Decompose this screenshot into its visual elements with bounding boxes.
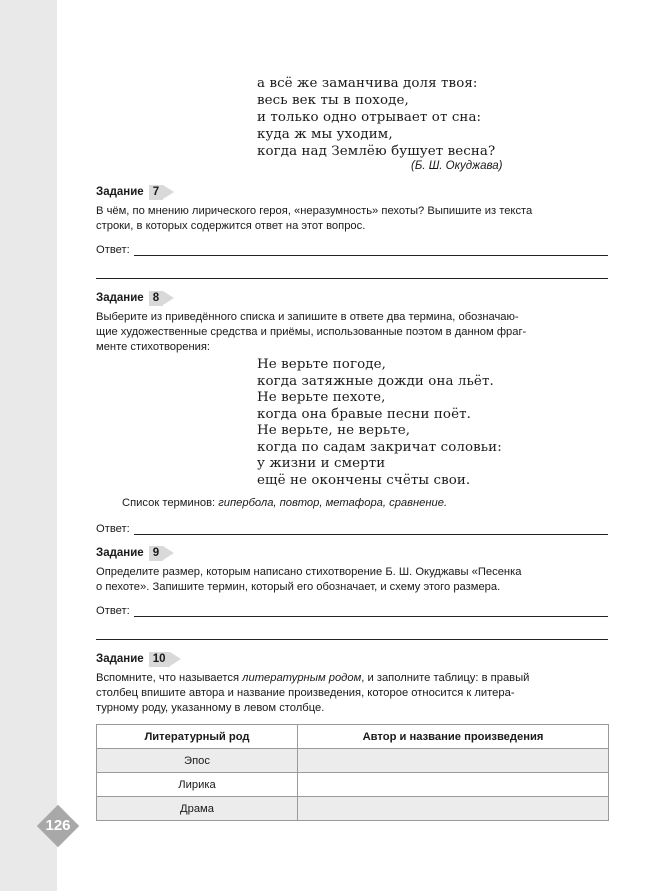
poem-line: когда затяжные дожди она льёт.: [257, 373, 494, 389]
column-header: Литературный род: [97, 725, 298, 749]
poem-fragment-2: [257, 357, 502, 489]
answer-label: Ответ:: [96, 244, 130, 256]
poem-line: когда над Землёю бушует весна?: [257, 144, 496, 159]
task-number: 7: [149, 185, 163, 200]
page-margin: [0, 0, 57, 891]
poem-line: ещё не окончены счёты свои.: [257, 472, 471, 488]
poem-line: Не верьте, не верьте,: [257, 423, 411, 438]
task-number: 9: [149, 546, 163, 561]
task-label: Задание: [96, 547, 144, 559]
text-line: В чём, по мнению лирического героя, «неразумность» пехоты? Выпишите из текста: [96, 205, 533, 217]
answer-cell[interactable]: [298, 797, 609, 821]
text-line: Выберите из приведённого списка и запишите в ответе два термина, обозначаю-: [96, 311, 519, 323]
task-8-text: [96, 310, 608, 355]
task-label: Задание: [96, 186, 144, 198]
poem-line: когда по садам закричат соловьи:: [257, 439, 502, 455]
answer-label: Ответ:: [96, 523, 130, 535]
task-number-badge: [149, 652, 181, 667]
task-number-badge: [149, 291, 174, 306]
answer-line-extra[interactable]: [96, 278, 608, 279]
answer-cell[interactable]: [298, 749, 609, 773]
task-number: 8: [149, 291, 163, 306]
answer-cell[interactable]: [298, 773, 609, 797]
text-line: щие художественные средства и приёмы, использованные поэтом в данном фраг-: [96, 326, 527, 338]
poem-line: у жизни и смерти: [257, 456, 386, 471]
poem-line: и только одно отрывает от сна:: [257, 110, 482, 125]
poem-line: куда ж мы уходим,: [257, 127, 393, 142]
literary-genre-table: [96, 724, 609, 821]
task-9-header: [96, 545, 174, 561]
text-line: турному роду, указанному в левом столбце.: [96, 702, 325, 714]
poem-fragment-1: [257, 75, 495, 160]
terms-label: Список терминов:: [122, 497, 216, 509]
poem-line: когда она бравые песни поёт.: [257, 406, 471, 422]
terms-values: гипербола, повтор, метафора, сравнение.: [218, 497, 448, 509]
page-number: 126: [45, 817, 71, 834]
task-label: Задание: [96, 653, 144, 665]
task-number: 10: [149, 652, 170, 667]
task-8-answer[interactable]: [96, 520, 608, 535]
answer-line[interactable]: [134, 605, 608, 617]
task-10-header: [96, 651, 181, 667]
table-header-row: [97, 725, 609, 749]
task-number-badge: [149, 185, 174, 200]
text-span: Вспомните, что называется: [96, 672, 243, 684]
genre-cell: Лирика: [97, 773, 298, 797]
genre-cell: Драма: [97, 797, 298, 821]
poem-line: Не верьте пехоте,: [257, 390, 386, 405]
answer-line[interactable]: [134, 523, 608, 535]
text-line: менте стихотворения:: [96, 341, 211, 353]
text-line: о пехоте». Запишите термин, который его обозначает, и схему этого размера.: [96, 581, 501, 593]
term-italic: литературным родом: [242, 672, 362, 684]
task-7-header: [96, 184, 174, 200]
genre-cell: Эпос: [97, 749, 298, 773]
poem-line: а всё же заманчива доля твоя:: [257, 76, 478, 91]
task-7-answer[interactable]: [96, 241, 608, 256]
task-label: Задание: [96, 292, 144, 304]
table-row: [97, 797, 609, 821]
table-row: [97, 749, 609, 773]
task-9-text: [96, 565, 608, 595]
page-number-badge: [37, 805, 79, 847]
text-line: строки, в которых содержится ответ на этот вопрос.: [96, 220, 366, 232]
task-10-text: [96, 671, 608, 716]
poem-author: (Б. Ш. Окуджава): [411, 160, 503, 172]
task-8-header: [96, 290, 174, 306]
text-span: , и заполните таблицу: в правый: [361, 672, 530, 684]
text-line: Определите размер, которым написано стихотворение Б. Ш. Окуджавы «Песенка: [96, 566, 522, 578]
answer-label: Ответ:: [96, 605, 130, 617]
answer-line[interactable]: [134, 244, 608, 256]
task-7-text: [96, 204, 608, 234]
answer-line-extra[interactable]: [96, 639, 608, 640]
column-header: Автор и название произведения: [298, 725, 609, 749]
table-row: [97, 773, 609, 797]
poem-line: Не верьте погоде,: [257, 357, 386, 372]
text-line: [96, 671, 608, 686]
task-number-badge: [149, 546, 174, 561]
text-line: столбец впишите автора и название произведения, которое относится к литера-: [96, 687, 515, 699]
poem-line: весь век ты в походе,: [257, 93, 409, 108]
task-9-answer[interactable]: [96, 602, 608, 617]
terms-list: [122, 497, 447, 509]
